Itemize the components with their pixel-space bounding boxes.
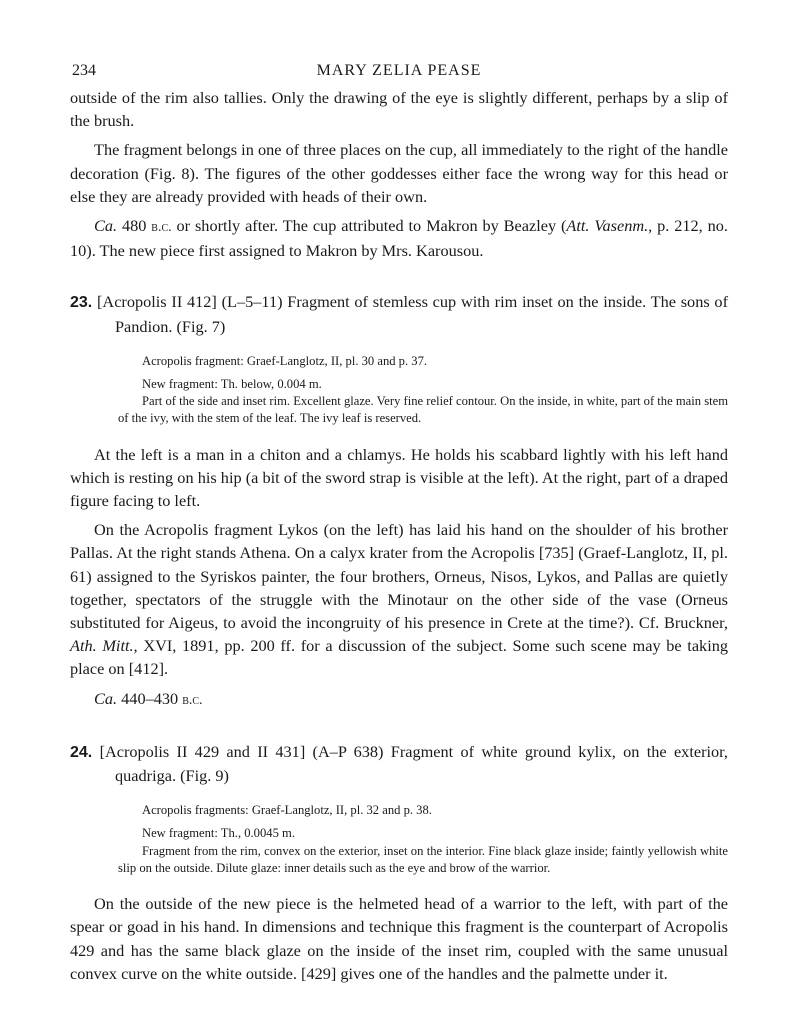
entry-24-new-fragment: New fragment: Th., 0.0045 m. <box>142 826 295 841</box>
bc-label: b.c. <box>151 220 172 236</box>
intro-text: or shortly after. The cup attributed to Makron by Beazley ( <box>176 216 567 236</box>
entry-24-title: [Acropolis II 429 and II 431] (A–P 638) Fragment of white ground kylix, on the exterior, quadriga. (Fig. 9) <box>99 741 728 786</box>
entry-23-date-value: 440–430 <box>121 688 179 708</box>
intro-text-2: p. 212, no. 10). The new piece first assigned to Makron by Mrs. Karousou. <box>70 216 728 261</box>
intro-paragraph-2: The fragment belongs in one of three places on the cup, all immediately to the right of the handle decoration (Fig. 8). The figures of the other goddesses either face the wrong way for this head or else they are already provided with heads of their own. <box>70 140 728 206</box>
entry-23-paragraph-2 <box>70 518 728 680</box>
entry-23-heading <box>70 290 728 337</box>
entry-23-reference: Ath. Mitt., <box>70 636 138 656</box>
entry-23-paragraph-1: At the left is a man in a chiton and a chlamys. He holds his scabbard lightly with his left hand which is resting on his hip (a bit of the sword strap is visible at the left). At the right, part of a draped figure facing to left. <box>70 444 728 511</box>
entry-23-ca: Ca. <box>94 688 118 708</box>
intro-paragraph-3 <box>70 214 728 262</box>
entry-23-number: 23. <box>70 294 93 312</box>
entry-24-number: 24. <box>70 743 93 761</box>
entry-23-title: [Acropolis II 412] (L–5–11) Fragment of stemless cup with rim inset on the inside. The sons of Pandion. (Fig. 7) <box>97 292 728 336</box>
page-header <box>70 60 728 86</box>
entry-23-acropolis-fragment: Acropolis fragment: Graef-Langlotz, II, pl. 30 and p. 37. <box>142 353 428 368</box>
entry-24-paragraph-1: On the outside of the new piece is the helmeted head of a warrior to the left, with part of the spear or goad in his hand. In dimensions and technique this fragment is the counterpart of Acropolis 429 and has the same black glaze on the inside of the inset rim, coupled with the same unusual convex curve on the white outside. [429] gives one of the handles and the palmette under it. <box>70 894 728 983</box>
date-value: 480 <box>121 216 147 236</box>
entry-23-description: Part of the side and inset rim. Excellent glaze. Very fine relief contour. On the inside, in white, part of the main stem of the ivy, with the stem of the leaf. The ivy leaf is reserved. <box>118 394 728 426</box>
entry-24-description: Fragment from the rim, convex on the exterior, inset on the interior. Fine black glaze inside; faintly yellowish white slip on the outside. Dilute glaze: inner details such as the eye and brow of the warrior. <box>118 843 728 875</box>
entry-23-date <box>70 687 728 712</box>
page-number: 234 <box>72 62 96 79</box>
entry-24-heading <box>70 740 728 787</box>
intro-reference: Att. Vasenm., <box>566 216 653 236</box>
entry-23-bc: b.c. <box>182 692 203 708</box>
entry-23-text-b: XVI, 1891, pp. 200 ff. for a discussion of the subject. Some such scene may be taking place on [412]. <box>70 636 728 679</box>
document-page <box>70 60 728 985</box>
intro-paragraph-1: outside of the rim also tallies. Only the drawing of the eye is slightly different, perhaps by a slip of the brush. <box>70 88 728 131</box>
entry-23-new-fragment: New fragment: Th. below, 0.004 m. <box>142 377 322 392</box>
running-title: MARY ZELIA PEASE <box>316 62 482 79</box>
ca-label: Ca. <box>94 216 118 236</box>
entry-23-text-a: On the Acropolis fragment Lykos (on the left) has laid his hand on the shoulder of his brother Pallas. At the right stands Athena. On a calyx krater from the Acropolis [735] (Graef-Langlotz, II, pl. 61) assigned to the Syriskos painter, the four brothers, Orneus, Nisos, Lykos, and Pallas are quietly together, spectators of the struggle with the Minotaur on the other side of the vase (Orneus substituted for Aigeus, to avoid the incongruity of his presence in Crete at the time?). Cf. Bruckner, <box>70 520 728 633</box>
entry-24-acropolis-fragments: Acropolis fragments: Graef-Langlotz, II, pl. 32 and p. 38. <box>142 803 432 818</box>
